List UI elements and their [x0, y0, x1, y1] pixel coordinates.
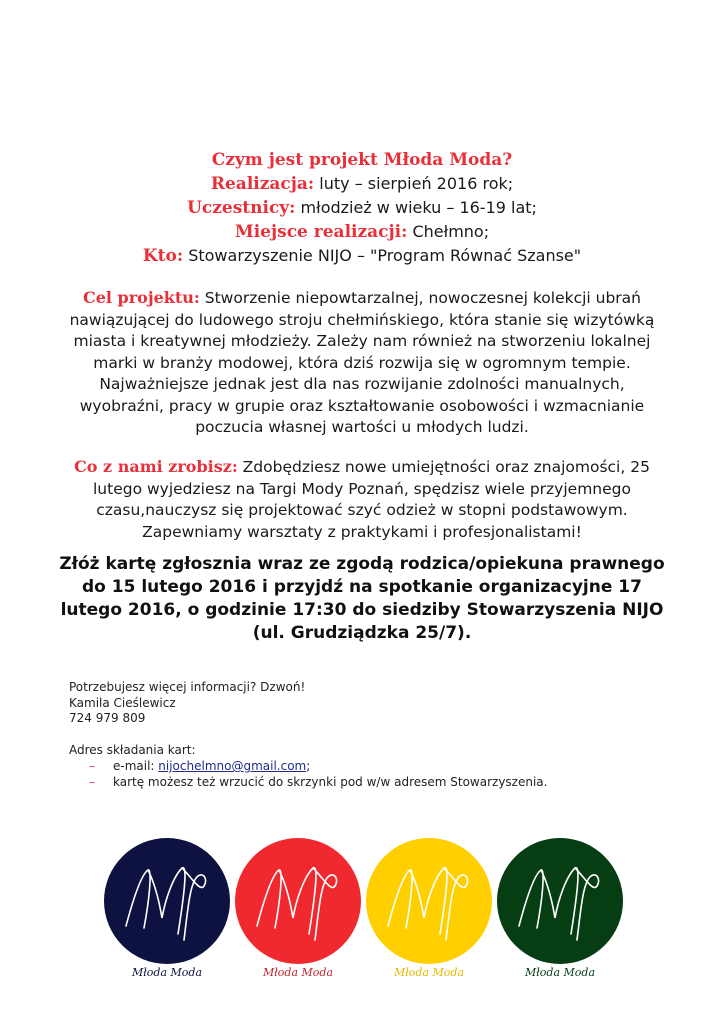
realizacja-label: Realizacja:: [210, 174, 315, 194]
goal-text: Stworzenie niepowtarzalnej, nowoczesnej kolekcji ubrań nawiązującej do ludowego stroju chełmińskiego, która stanie się wizytówką miasta i kreatywnej młodzieży. Zależy nam również na stworzeniu lokalnej marki w branży modowej, która dziś rozwija się w ogromnym tempie. Najważniejsze jednak jest dla nas rozwijanie zdolności manualnych, wyobraźni, pracy w grupie oraz kształtowanie osobowości i wzmacnianie poczucia własnej wartości u młodych ludzi.: [69, 289, 655, 436]
dash-bullet-icon: –: [89, 775, 95, 789]
miejsce-value: Chełmno;: [407, 222, 490, 241]
goal-label: Cel projektu:: [82, 288, 200, 307]
call-to-action: Złóż kartę zgłosznia wraz ze zgodą rodzica/opiekuna prawnego do 15 lutego 2016 i przyjdź na spotkanie organizacyjne 17 lutego 2016, o godzinie 17:30 do siedziby Stowarzyszenia NIJO (ul. Grudziądzka 25/7).: [59, 554, 665, 643]
project-question: Czym jest projekt Młoda Moda?: [211, 150, 513, 170]
uczestnicy-label: Uczestnicy:: [187, 198, 296, 218]
benefits-label: Co z nami zrobisz:: [74, 457, 238, 476]
list-item: [69, 774, 547, 790]
monogram-icon: [104, 856, 230, 946]
logo-brand-text: Młoda Moda: [393, 966, 465, 979]
email-prefix: e-mail:: [113, 759, 159, 773]
contact-question: Potrzebujesz więcej informacji? Dzwoń!: [69, 680, 306, 694]
mloda-moda-logo-navy: [104, 838, 230, 988]
monogram-icon: [235, 856, 361, 946]
monogram-icon: [497, 856, 623, 946]
dropbox-text: kartę możesz też wrzucić do skrzynki pod w/w adresem Stowarzyszenia.: [113, 775, 548, 789]
dash-bullet-icon: –: [89, 759, 95, 773]
goal-paragraph: [60, 287, 664, 439]
uczestnicy-value: młodzież w wieku – 16-19 lat;: [295, 198, 537, 217]
mloda-moda-logo-yellow: [366, 838, 492, 988]
logo-row: [104, 838, 624, 988]
list-item: [69, 758, 547, 774]
address-section: [69, 742, 547, 790]
miejsce-label: Miejsce realizacji:: [234, 222, 408, 242]
mloda-moda-logo-red: [235, 838, 361, 988]
benefits-paragraph: [60, 456, 664, 543]
monogram-icon: [366, 856, 492, 946]
email-link[interactable]: nijochelmno@gmail.com: [158, 759, 307, 773]
contact-phone: 724 979 809: [69, 711, 146, 725]
mloda-moda-logo-green: [497, 838, 623, 988]
logo-brand-text: Młoda Moda: [131, 966, 203, 979]
benefits-text: Zdobędziesz nowe umiejętności oraz znajomości, 25 lutego wyjedziesz na Targi Mody Poznań, spędzisz wiele przyjemnego czasu,nauczysz się projektować szyć odzież w stopni podstawowym. Zapewniamy warsztaty z praktykami i profesjonalistami!: [93, 458, 650, 541]
realizacja-value: luty – sierpień 2016 rok;: [314, 174, 514, 193]
kto-label: Kto:: [142, 246, 184, 266]
kto-value: Stowarzyszenie NIJO – "Program Równać Szanse": [183, 246, 582, 265]
project-summary: [40, 148, 684, 268]
logo-brand-text: Młoda Moda: [524, 966, 596, 979]
contact-name: Kamila Cieślewicz: [69, 695, 176, 710]
logo-brand-text: Młoda Moda: [262, 966, 334, 979]
email-suffix: ;: [306, 759, 311, 773]
contact-info: [69, 680, 305, 727]
address-title: Adres składania kart:: [69, 743, 196, 757]
